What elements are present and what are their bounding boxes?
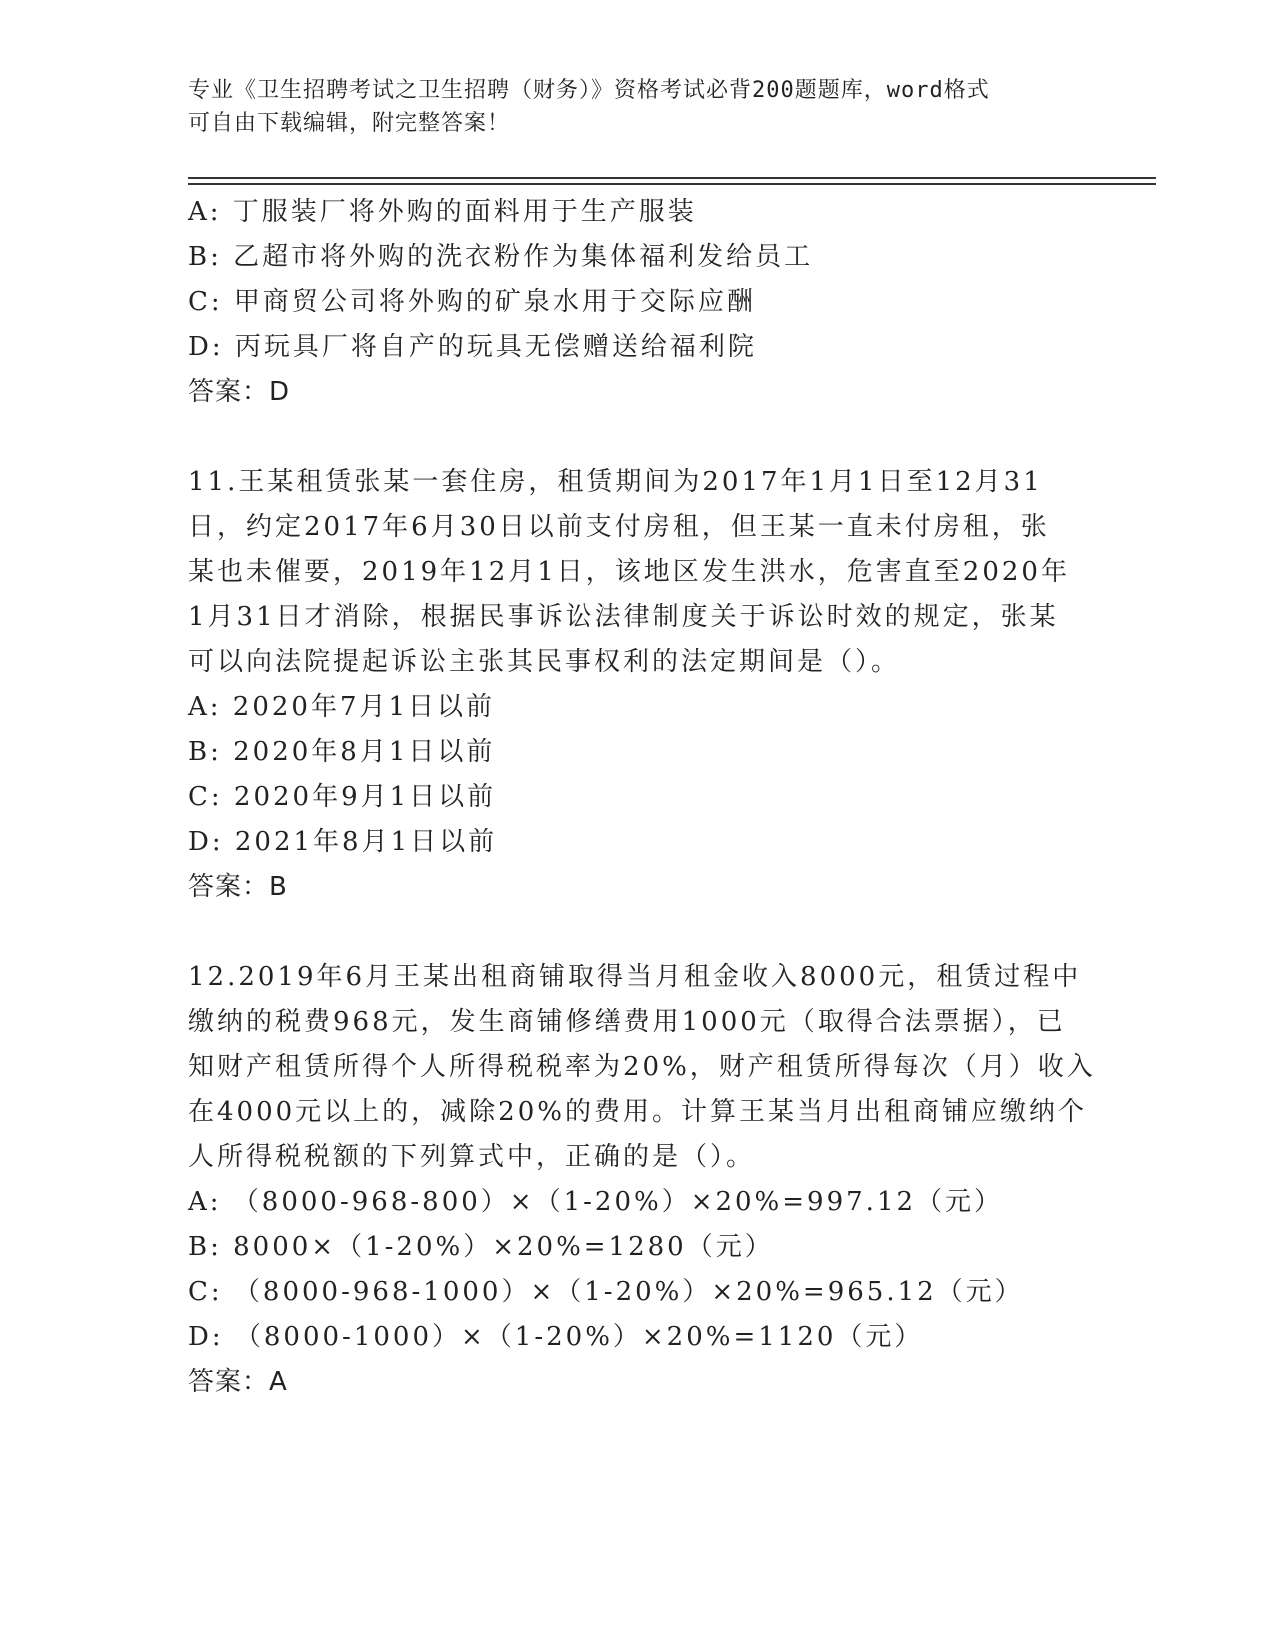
question-12-stem-line: 知财产租赁所得个人所得税税率为20%，财产租赁所得每次（月）收入	[188, 1052, 1096, 1082]
question-10-option-a: A: 丁服装厂将外购的面料用于生产服装	[188, 197, 697, 227]
question-12-answer: 答案：A	[188, 1367, 288, 1397]
question-11-option-a: A: 2020年7月1日以前	[188, 692, 496, 722]
question-11-stem-line: 可以向法院提起诉讼主张其民事权利的法定期间是（）。	[188, 647, 901, 677]
question-12-option-b: B: 8000×（1-20%）×20%=1280（元）	[188, 1232, 774, 1262]
document-header	[188, 74, 1078, 140]
question-12-stem-line: 缴纳的税费968元，发生商铺修缮费用1000元（取得合法票据），已	[188, 1007, 1066, 1037]
question-12-option-c: C: （8000-968-1000）×（1-20%）×20%=965.12（元）	[188, 1277, 1024, 1307]
question-12-stem-line: 12.2019年6月王某出租商铺取得当月租金收入8000元，租赁过程中	[188, 962, 1082, 992]
question-10	[188, 190, 1088, 415]
question-11	[188, 460, 1088, 910]
question-10-option-b: B: 乙超市将外购的洗衣粉作为集体福利发给员工	[188, 242, 814, 272]
question-12-option-a: A: （8000-968-800）×（1-20%）×20%=997.12（元）	[188, 1187, 1004, 1217]
header-divider-bottom	[188, 183, 1156, 185]
question-10-option-d: D: 丙玩具厂将自产的玩具无偿赠送给福利院	[188, 332, 757, 362]
question-12-stem-line: 在4000元以上的，减除20%的费用。计算王某当月出租商铺应缴纳个	[188, 1097, 1087, 1127]
header-divider-top	[188, 177, 1156, 179]
header-title-line-2: 可自由下载编辑，附完整答案！	[188, 111, 511, 136]
question-11-stem-line: 某也未催要，2019年12月1日，该地区发生洪水，危害直至2020年	[188, 557, 1070, 587]
question-11-option-b: B: 2020年8月1日以前	[188, 737, 496, 767]
question-10-option-c: C: 甲商贸公司将外购的矿泉水用于交际应酬	[188, 287, 756, 317]
question-11-option-d: D: 2021年8月1日以前	[188, 827, 498, 857]
question-10-answer: 答案：D	[188, 377, 291, 407]
question-12-stem	[188, 955, 1096, 1180]
question-12-option-d: D: （8000-1000）×（1-20%）×20%=1120（元）	[188, 1322, 924, 1352]
spacer	[188, 910, 1088, 955]
question-11-stem-line: 1月31日才消除，根据民事诉讼法律制度关于诉讼时效的规定，张某	[188, 602, 1059, 632]
question-11-stem-line: 11.王某租赁张某一套住房，租赁期间为2017年1月1日至12月31	[188, 467, 1043, 497]
header-title-line-1: 专业《卫生招聘考试之卫生招聘（财务）》资格考试必背200题题库，word格式	[188, 78, 990, 103]
question-11-stem-line: 日，约定2017年6月30日以前支付房租，但王某一直未付房租，张	[188, 512, 1050, 542]
spacer	[188, 415, 1088, 460]
question-12-stem-line: 人所得税税额的下列算式中，正确的是（）。	[188, 1142, 756, 1172]
question-11-answer: 答案：B	[188, 872, 288, 902]
question-11-option-c: C: 2020年9月1日以前	[188, 782, 497, 812]
question-12	[188, 955, 1096, 1405]
document-body	[188, 190, 1096, 1405]
question-11-stem	[188, 460, 1088, 685]
